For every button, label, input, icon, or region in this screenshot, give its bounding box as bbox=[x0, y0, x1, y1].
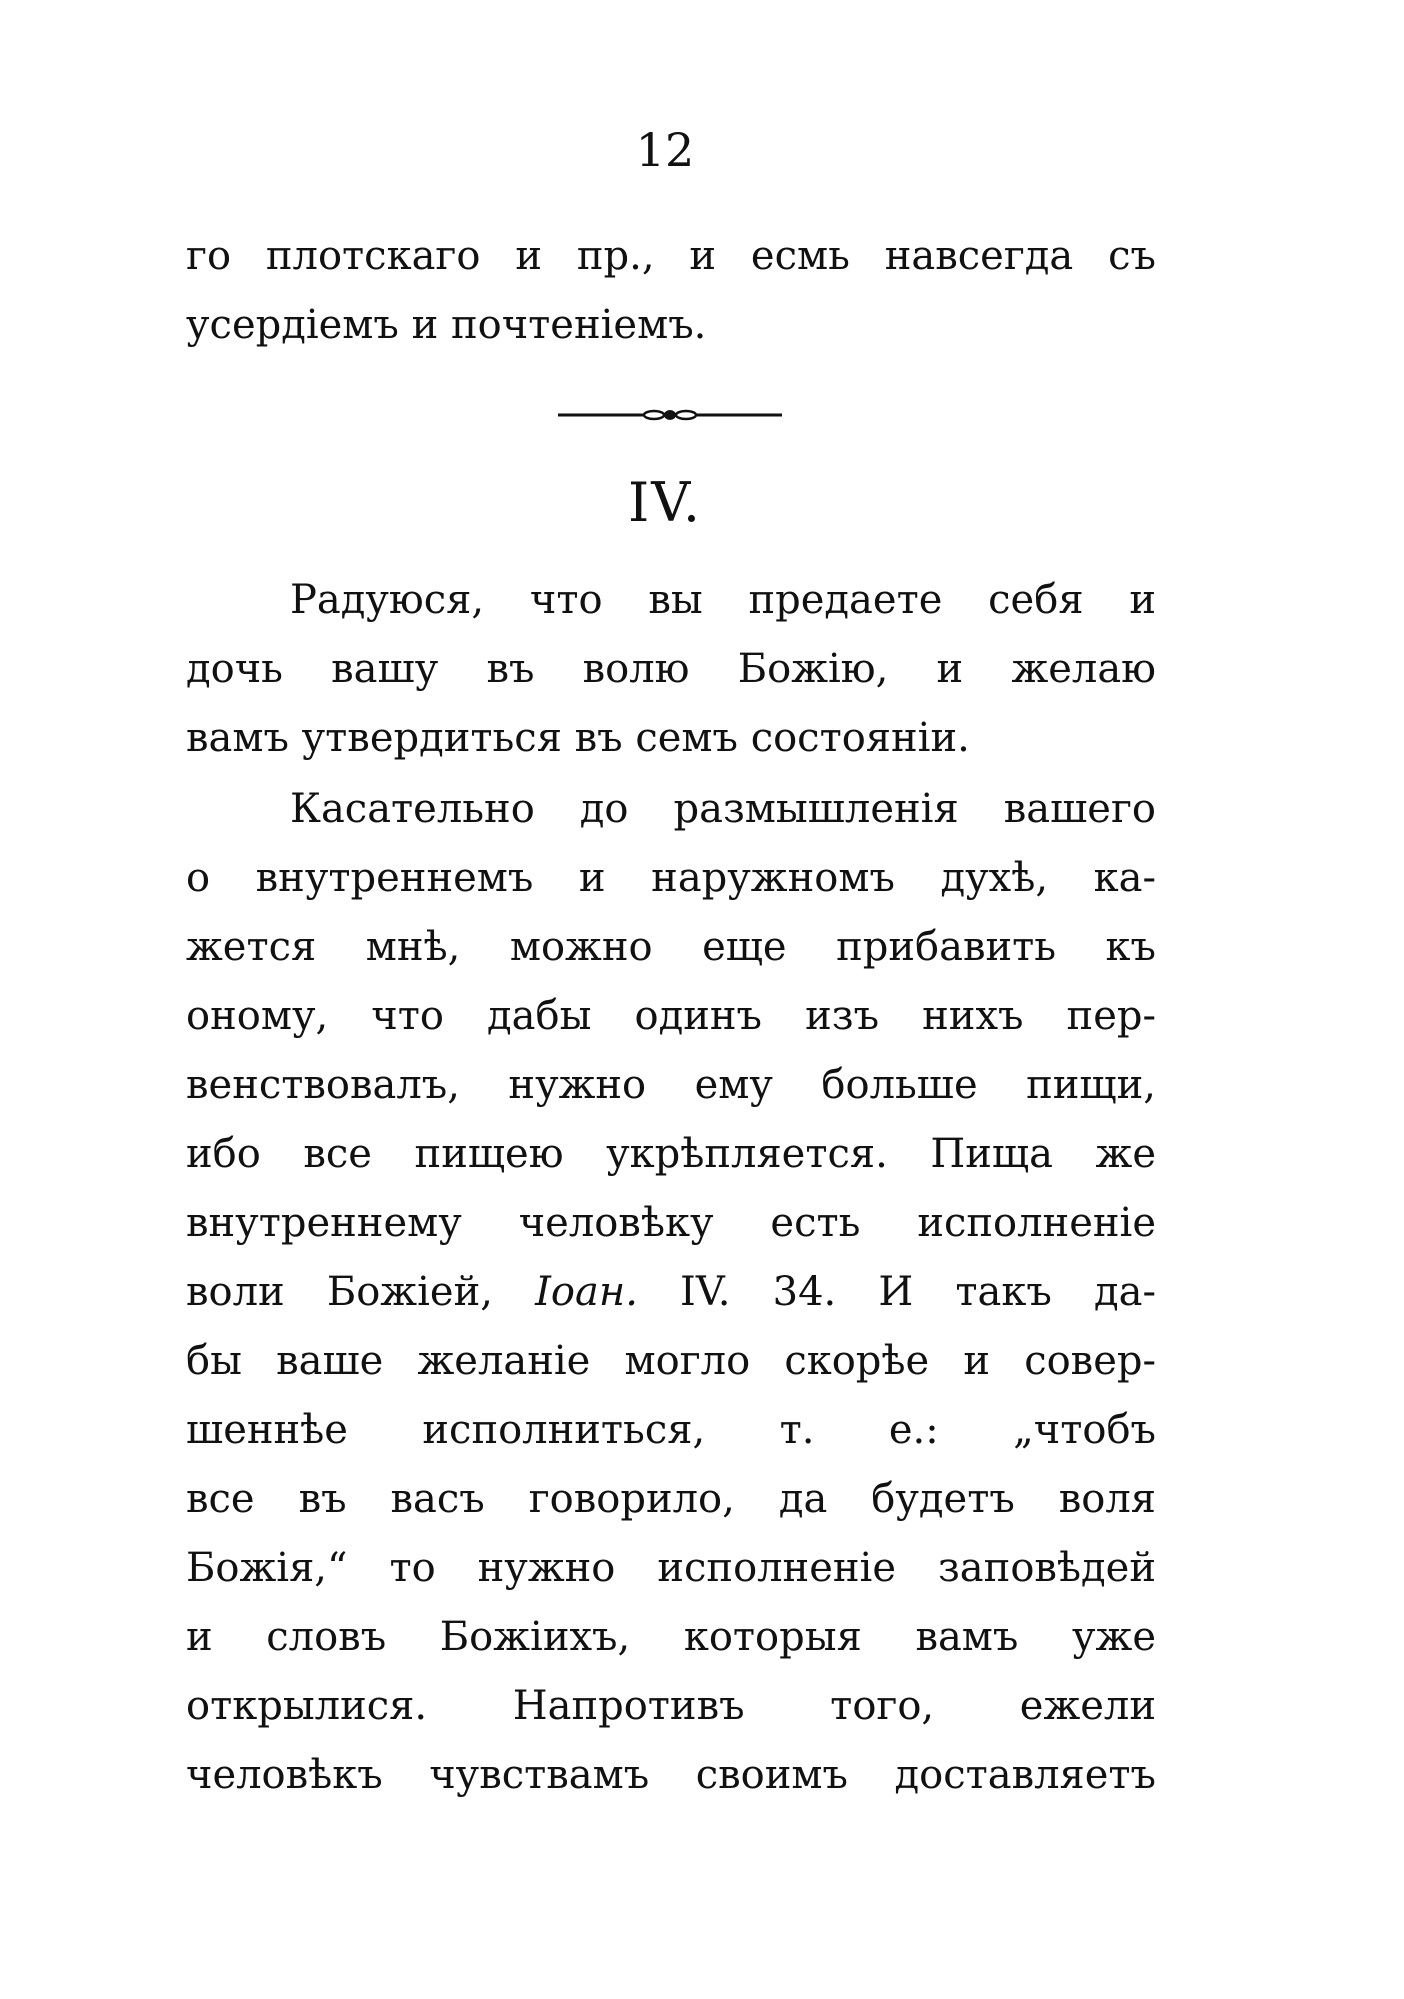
section-heading: IV. bbox=[627, 471, 703, 534]
text-line: Божія,“ то нужно исполненіе заповѣдей bbox=[186, 1545, 1156, 1591]
text-line: все въ васъ говорило, да будетъ воля bbox=[186, 1476, 1156, 1522]
text-line-with-reference bbox=[186, 1258, 1156, 1327]
text-line: Радуюся, что вы предаете себя и bbox=[290, 577, 1156, 623]
text-line: дочь вашу въ волю Божію, и желаю bbox=[186, 646, 1156, 692]
paragraph-1 bbox=[186, 566, 1156, 773]
text-line: шеннѣе исполниться, т. е.: „чтобъ bbox=[186, 1407, 1156, 1453]
text-line: и словъ Божіихъ, которыя вамъ уже bbox=[186, 1614, 1156, 1660]
text-segment: IV. 34. И такъ да- bbox=[637, 1269, 1157, 1315]
text-segment: воли Божіей, bbox=[186, 1269, 536, 1315]
text-line: открылися. Напротивъ того, ежели bbox=[186, 1683, 1156, 1729]
text-line: человѣкъ чувствамъ своимъ доставляетъ bbox=[186, 1752, 1156, 1798]
text-line: бы ваше желаніе могло скорѣе и совер- bbox=[186, 1338, 1156, 1384]
text-line: Касательно до размышленія вашего bbox=[290, 786, 1156, 832]
text-line: венствовалъ, нужно ему больше пищи, bbox=[186, 1062, 1156, 1108]
text-line: внутреннему человѣку есть исполненіе bbox=[186, 1200, 1156, 1246]
text-line: вамъ утвердиться въ семъ состояніи. bbox=[186, 715, 970, 761]
text-line: жется мнѣ, можно еще прибавить къ bbox=[186, 924, 1156, 970]
page-number: 12 bbox=[635, 123, 695, 177]
text-line: го плотскаго и пр., и есмь навсегда съ bbox=[186, 233, 1156, 279]
continuation-text bbox=[186, 222, 1156, 360]
paragraph-2 bbox=[186, 775, 1156, 1810]
text-line: оному, что дабы одинъ изъ нихъ пер- bbox=[186, 993, 1156, 1039]
ornament-divider bbox=[558, 407, 782, 423]
text-line: усердіемъ и почтеніемъ. bbox=[186, 302, 707, 348]
text-line: о внутреннемъ и наружномъ духѣ, ка- bbox=[186, 855, 1156, 901]
text-line: ибо все пищею укрѣпляется. Пища же bbox=[186, 1131, 1156, 1177]
scripture-reference: Іоан. bbox=[535, 1269, 638, 1315]
